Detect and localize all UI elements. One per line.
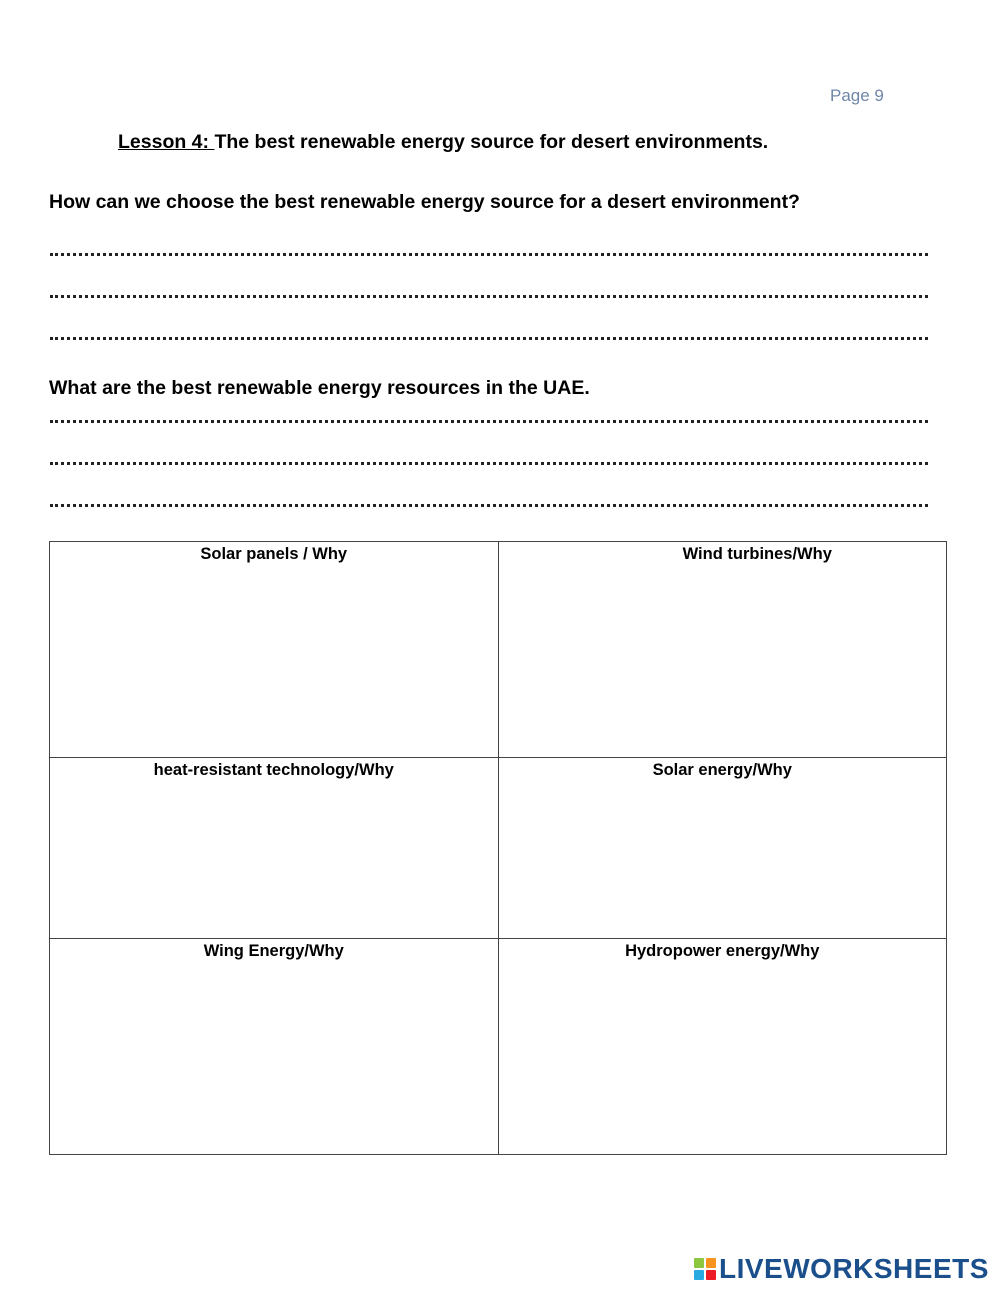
question-1: How can we choose the best renewable energy source for a desert environment?	[49, 191, 800, 213]
logo-text: LIVEWORKSHEETS	[719, 1253, 989, 1284]
answer-line[interactable]	[50, 504, 928, 507]
liveworksheets-logo-icon	[694, 1258, 716, 1280]
table-cell-heat-resistant[interactable]	[50, 758, 499, 939]
answer-line[interactable]	[50, 337, 928, 340]
table-cell-wing-energy[interactable]	[50, 939, 499, 1155]
table-cell-solar-panels[interactable]	[50, 542, 499, 758]
cell-label: Solar energy/Why	[652, 761, 792, 779]
answer-line[interactable]	[50, 253, 928, 256]
lesson-heading: The best renewable energy source for desert environments.	[214, 131, 769, 153]
answer-line[interactable]	[50, 295, 928, 298]
cell-label: Wind turbines/Why	[682, 545, 832, 563]
cell-label: Wing Energy/Why	[203, 942, 344, 960]
lesson-label: Lesson 4:	[118, 131, 215, 153]
page-number: Page 9	[830, 86, 884, 105]
liveworksheets-logo	[694, 1254, 989, 1284]
cell-label: Solar panels / Why	[200, 545, 348, 563]
answer-line[interactable]	[50, 420, 928, 423]
table-cell-hydropower[interactable]	[498, 939, 947, 1155]
table-cell-wind-turbines[interactable]	[498, 542, 947, 758]
lesson-title	[118, 131, 768, 154]
cell-label: heat-resistant technology/Why	[153, 761, 394, 779]
cell-label: Hydropower energy/Why	[625, 942, 820, 960]
table-cell-solar-energy[interactable]	[498, 758, 947, 939]
answer-line[interactable]	[50, 462, 928, 465]
energy-table	[49, 541, 947, 1155]
question-2: What are the best renewable energy resources in the UAE.	[49, 377, 590, 399]
